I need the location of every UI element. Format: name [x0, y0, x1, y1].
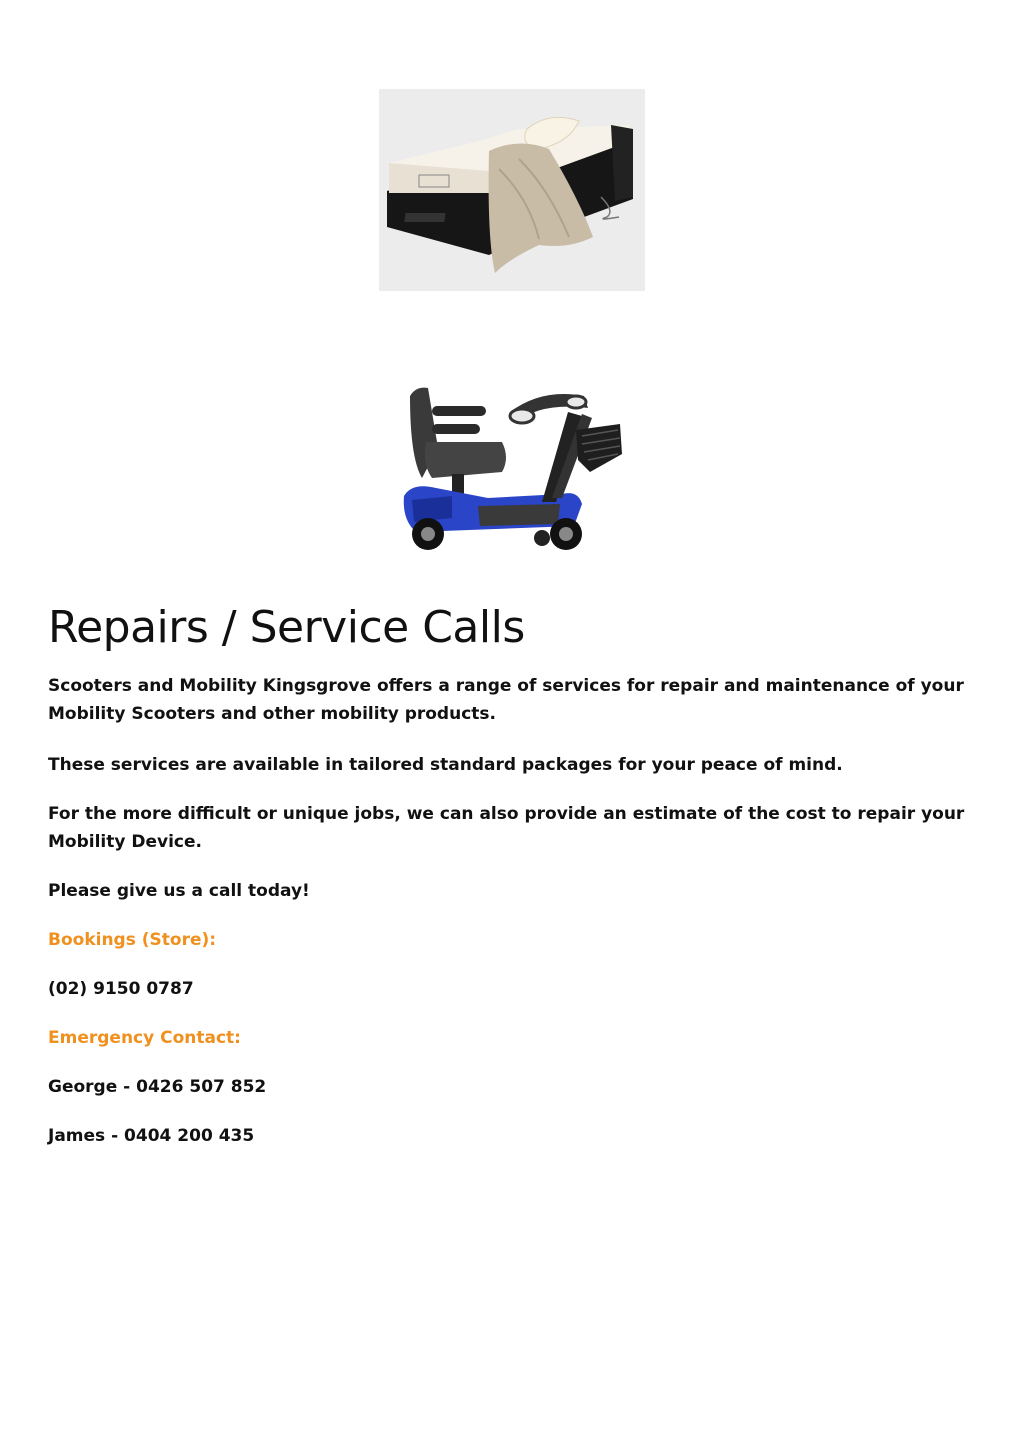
page-title: Repairs / Service Calls	[48, 602, 525, 653]
bookings-heading: Bookings (Store):	[48, 930, 217, 950]
bookings-phone: (02) 9150 0787	[48, 979, 194, 999]
packages-paragraph: These services are available in tailored standard packages for your peace of mind.	[48, 755, 843, 775]
intro-paragraph: Scooters and Mobility Kingsgrove offers a range of services for repair and maintenance of your Mobility Scooters and other mobility products.	[48, 676, 964, 724]
emergency-contact-james: James - 0404 200 435	[48, 1126, 255, 1146]
call-to-action: Please give us a call today!	[48, 881, 310, 901]
emergency-contact-george: George - 0426 507 852	[48, 1077, 267, 1097]
estimate-paragraph: For the more difficult or unique jobs, we can also provide an estimate of the cost to repair your Mobility Device.	[48, 804, 965, 852]
repairs-content	[48, 596, 976, 1171]
emergency-heading: Emergency Contact:	[48, 1028, 241, 1048]
adjustable-bed-image	[379, 89, 645, 291]
mobility-scooter-image	[392, 378, 638, 558]
